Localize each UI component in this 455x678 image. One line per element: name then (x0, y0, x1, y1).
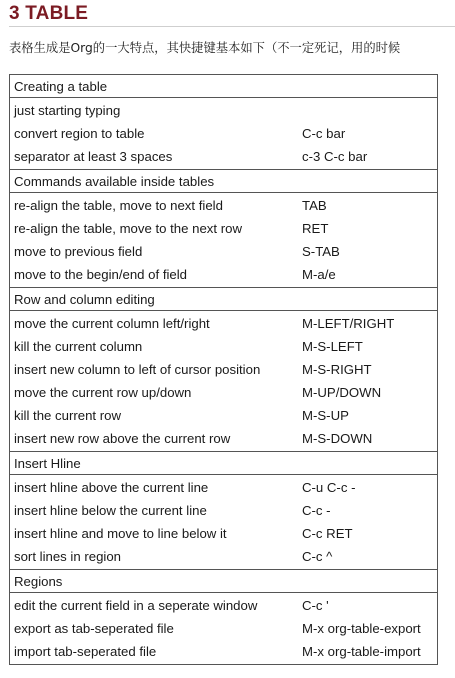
command-description: insert hline below the current line (14, 503, 207, 518)
table-row (10, 240, 437, 263)
key-binding: c-3 C-c bar (302, 149, 368, 164)
command-description: kill the current row (14, 408, 122, 423)
table-row (10, 312, 437, 335)
section-rows (10, 475, 437, 569)
table-row (10, 217, 437, 240)
key-binding: M-LEFT/RIGHT (302, 316, 395, 331)
shortcut-table (9, 74, 438, 665)
section-header: Creating a table (10, 75, 437, 98)
command-description: insert new column to left of cursor position (14, 362, 261, 377)
section-header: Row and column editing (10, 288, 437, 311)
command-description: move the current row up/down (14, 385, 192, 400)
section-rows (10, 193, 437, 287)
key-binding: TAB (302, 198, 327, 213)
intro-paragraph: 表格生成是Org的一大特点，其快捷键基本如下（不一定死记，用的时候 (9, 41, 401, 55)
table-row (10, 145, 437, 168)
table-row (10, 545, 437, 568)
command-description: import tab-seperated file (14, 644, 157, 659)
key-binding: C-c RET (302, 526, 353, 541)
command-description: just starting typing (14, 103, 121, 118)
heading-divider (9, 26, 455, 27)
table-row (10, 640, 437, 663)
key-binding (298, 99, 437, 122)
command-description: insert new row above the current row (14, 431, 231, 446)
table-row (10, 358, 437, 381)
table-row (10, 522, 437, 545)
key-binding: M-S-LEFT (302, 339, 363, 354)
table-section (10, 75, 437, 170)
command-description: edit the current field in a seperate window (14, 598, 258, 613)
key-binding: C-u C-c - (302, 480, 356, 495)
command-description: re-align the table, move to next field (14, 198, 223, 213)
table-row (10, 194, 437, 217)
command-description: kill the current column (14, 339, 143, 354)
key-binding: C-c - (302, 503, 331, 518)
section-header: Commands available inside tables (10, 170, 437, 193)
table-row (10, 263, 437, 286)
table-row (10, 594, 437, 617)
key-binding: M-S-RIGHT (302, 362, 372, 377)
command-description: insert hline and move to line below it (14, 526, 227, 541)
command-description: sort lines in region (14, 549, 122, 564)
key-binding: M-x org-table-import (302, 644, 421, 659)
section-header: Insert Hline (10, 452, 437, 475)
key-binding: M-a/e (302, 267, 336, 282)
table-row (10, 427, 437, 450)
section-heading: 3 TABLE (9, 3, 89, 24)
key-binding: C-c ' (302, 598, 329, 613)
key-binding: M-x org-table-export (302, 621, 421, 636)
command-description: move to previous field (14, 244, 143, 259)
key-binding: C-c bar (302, 126, 346, 141)
command-description: move to the begin/end of field (14, 267, 188, 282)
table-row (10, 99, 437, 122)
key-binding: M-S-UP (302, 408, 349, 423)
table-section (10, 288, 437, 452)
table-row (10, 499, 437, 522)
key-binding: C-c ^ (302, 549, 333, 564)
table-row (10, 476, 437, 499)
table-section (10, 570, 437, 664)
key-binding: M-S-DOWN (302, 431, 373, 446)
command-description: re-align the table, move to the next row (14, 221, 242, 236)
section-rows (10, 593, 437, 664)
command-description: export as tab-seperated file (14, 621, 174, 636)
key-binding: RET (302, 221, 329, 236)
table-row (10, 335, 437, 358)
table-row (10, 617, 437, 640)
table-row (10, 122, 437, 145)
command-description: insert hline above the current line (14, 480, 209, 495)
section-rows (10, 98, 437, 169)
section-rows (10, 311, 437, 451)
command-description: separator at least 3 spaces (14, 149, 173, 164)
table-section (10, 452, 437, 570)
command-description: convert region to table (14, 126, 145, 141)
command-description: move the current column left/right (14, 316, 210, 331)
key-binding: S-TAB (302, 244, 340, 259)
section-header: Regions (10, 570, 437, 593)
key-binding: M-UP/DOWN (302, 385, 382, 400)
table-row (10, 381, 437, 404)
table-row (10, 404, 437, 427)
table-section (10, 170, 437, 288)
